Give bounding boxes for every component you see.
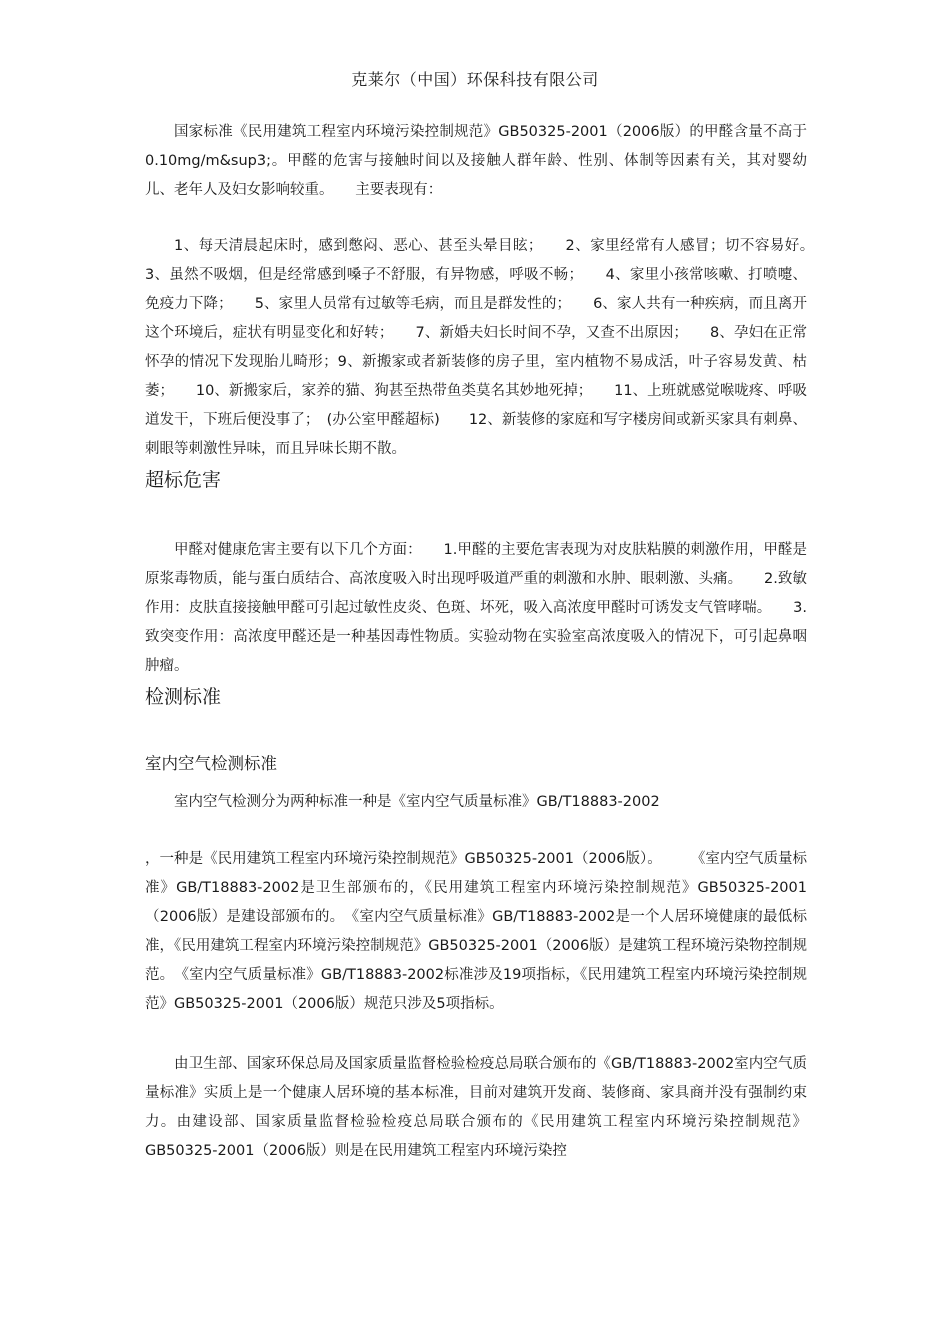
final-paragraph: 由卫生部、国家环保总局及国家质量监督检验检疫总局联合颁布的《GB/T18883-2002室内空气质量标准》实质上是一个健康人居环境的基本标准，目前对建筑开发商、装修商、家具商并没有强制约束力。由建设部、国家质量监督检验检疫总局联合颁布的《民用建筑工程室内环境污染控制规范》GB50325-2001（2006版）则是在民用建筑工程室内环境污染控	[145, 1056, 807, 1159]
spacer	[145, 712, 807, 750]
symptoms-paragraph: 1、每天清晨起床时，感到憋闷、恶心、甚至头晕目眩； 2、家里经常有人感冒；切不容易好。 3、虽然不吸烟，但是经常感到嗓子不舒服，有异物感，呼吸不畅； 4、家里小孩常咳嗽、打喷嚏、免疫力下降； 5、家里人员常有过敏等毛病，而且是群发性的； 6、家人共有一种疾病，而且离开这个环境后，症状有明显变化和好转； 7、新婚夫妇长时间不孕，又查不出原因； 8、孕妇在正常怀孕的情况下发现胎儿畸形；9、新搬家或者新装修的房子里，室内植物不易成活，叶子容易发黄、枯萎； 10、新搬家后，家养的猫、狗甚至热带鱼类莫名其妙地死掉； 11、上班就感觉喉咙疼、呼吸道发干，下班后便没事了； (办公室甲醛超标) 12、新装修的家庭和写字楼房间或新买家具有刺鼻、刺眼等刺激性异味，而且异味长期不散。	[145, 238, 836, 457]
spacer	[145, 778, 807, 788]
spacer	[145, 1019, 807, 1050]
spacer	[145, 205, 807, 232]
spacer	[145, 495, 807, 536]
standard-intro-line: 室内空气检测分为两种标准一种是《室内空气质量标准》GB/T18883-2002	[174, 794, 660, 810]
hazard-paragraph: 甲醛对健康危害主要有以下几个方面： 1.甲醛的主要危害表现为对皮肤粘膜的刺激作用，甲醛是原浆毒物质，能与蛋白质结合、高浓度吸入时出现呼吸道严重的刺激和水肿、眼刺激、头痛。 2.致敏作用：皮肤直接接触甲醛可引起过敏性皮炎、色斑、坏死，吸入高浓度甲醛时可诱发支气管哮喘。 3.致突变作用：高浓度甲醛还是一种基因毒性物质。实验动物在实验室高浓度吸入的情况下，可引起鼻咽肿瘤。	[145, 542, 807, 674]
indoor-standard-subheading: 室内空气检测标准	[145, 754, 277, 773]
hazard-heading: 超标危害	[145, 469, 222, 491]
spacer	[145, 817, 807, 845]
intro-paragraph: 国家标准《民用建筑工程室内环境污染控制规范》GB50325-2001（2006版）的甲醛含量不高于0.10mg/m&sup3;。甲醛的危害与接触时间以及接触人群年龄、性别、体制等因素有关，其对婴幼儿、老年人及妇女影响较重。 主要表现有：	[145, 124, 807, 198]
standard-paragraph: ，一种是《民用建筑工程室内环境污染控制规范》GB50325-2001（2006版）。 《室内空气质量标准》GB/T18883-2002是卫生部颁布的，《民用建筑工程室内环境污染控制规范》GB50325-2001（2006版）是建设部颁布的。 《室内空气质量标准》GB/T18883-2002是一个人居环境健康的最低标准，《民用建筑工程室内环境污染控制规范》GB50325-2001（2006版）是建筑工程环境污染物控制规范。 《室内空气质量标准》GB/T18883-2002标准涉及19项指标，《民用建筑工程室内环境污染控制规范》GB50325-2001（2006版）规范只涉及5项指标。	[145, 851, 807, 1012]
document-body	[145, 118, 836, 1166]
company-header: 克莱尔（中国）环保科技有限公司	[351, 70, 599, 89]
standard-heading: 检测标准	[145, 686, 222, 708]
